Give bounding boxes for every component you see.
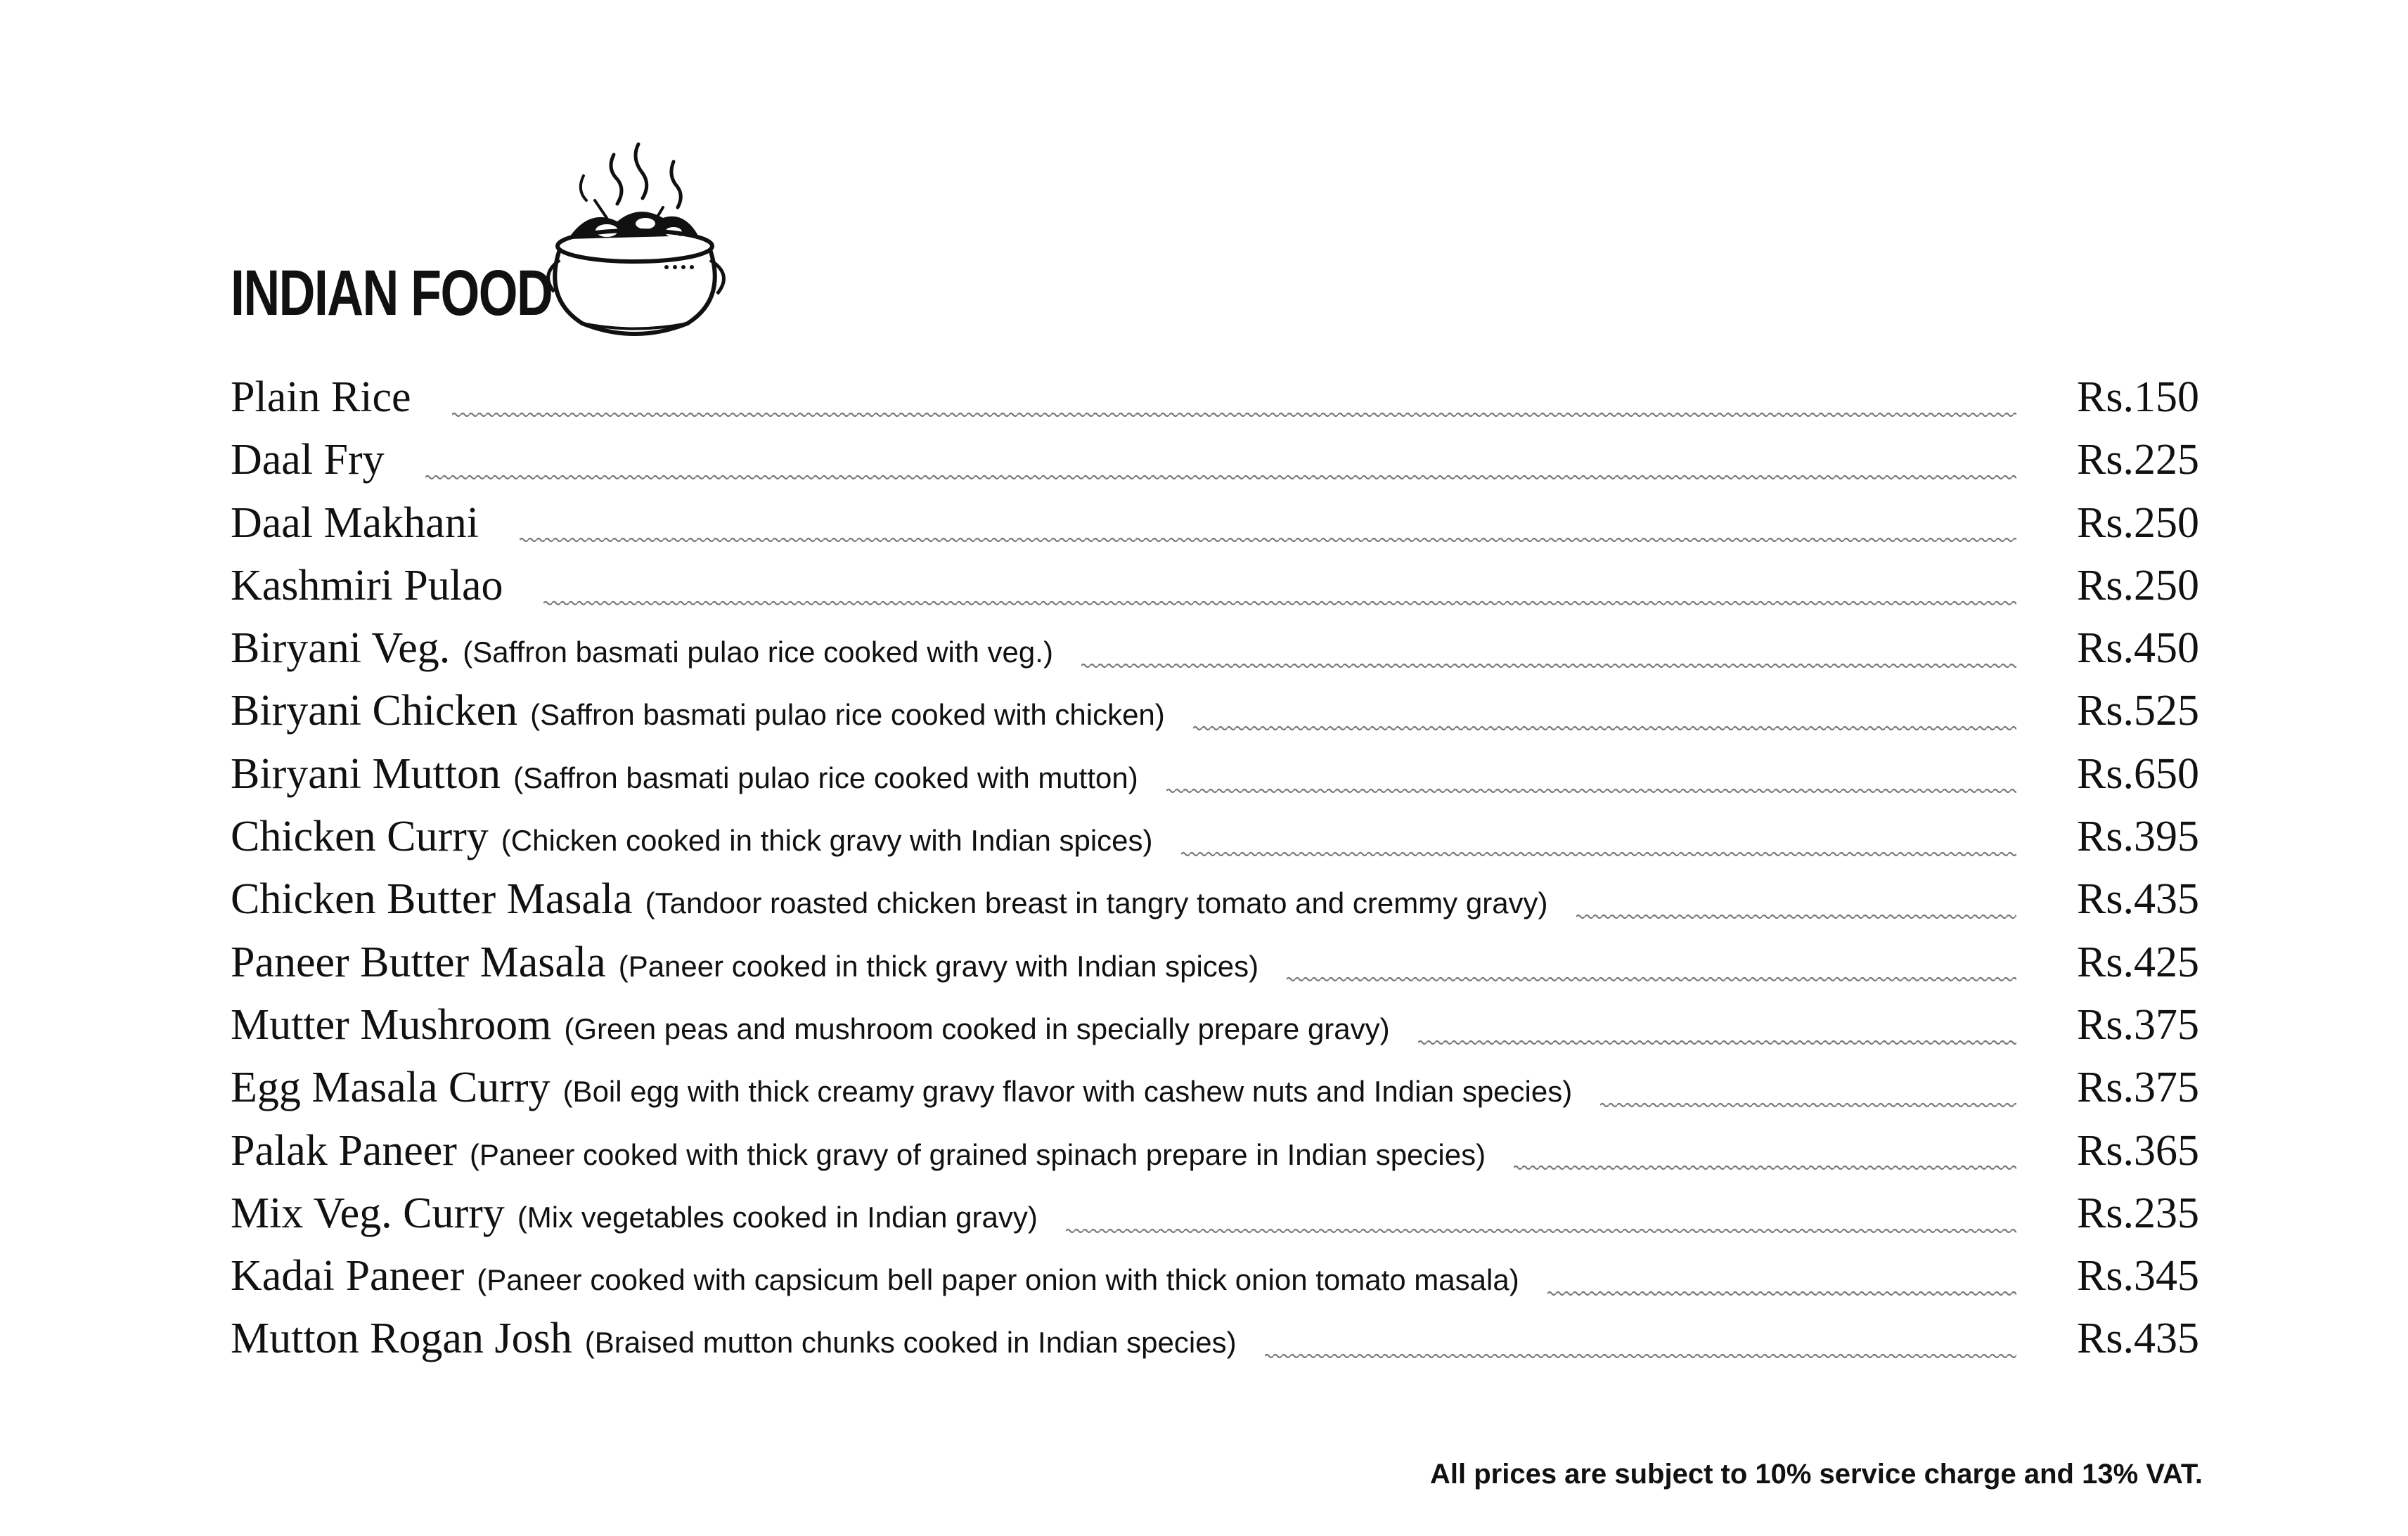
leader-line bbox=[520, 536, 2016, 544]
item-price: Rs.375 bbox=[2077, 1000, 2199, 1049]
item-price: Rs.235 bbox=[2077, 1189, 2199, 1237]
item-price: Rs.345 bbox=[2077, 1252, 2199, 1301]
leader-line bbox=[1514, 1163, 2016, 1172]
item-price: Rs.365 bbox=[2077, 1126, 2199, 1175]
item-description: (Paneer cooked with capsicum bell paper onion with thick onion tomato masala) bbox=[477, 1263, 1519, 1297]
item-description: (Boil egg with thick creamy gravy flavor with cashew nuts and Indian species) bbox=[562, 1075, 1573, 1109]
item-description: (Green peas and mushroom cooked in specially prepare gravy) bbox=[564, 1012, 1390, 1045]
item-price: Rs.425 bbox=[2077, 938, 2199, 986]
item-name: Daal Fry bbox=[231, 436, 385, 484]
item-name: Paneer Butter Masala bbox=[231, 938, 606, 986]
item-price: Rs.250 bbox=[2077, 498, 2199, 547]
menu-item bbox=[231, 435, 2199, 498]
cooking-pot-icon bbox=[540, 134, 737, 337]
leader-line bbox=[1193, 724, 2016, 732]
leader-line bbox=[1600, 1101, 2016, 1109]
menu-item bbox=[231, 561, 2199, 624]
menu-item bbox=[231, 812, 2199, 875]
item-description: (Saffron basmati pulao rice cooked with mutton) bbox=[513, 761, 1138, 794]
leader-line bbox=[1265, 1352, 2016, 1360]
item-description: (Saffron basmati pulao rice cooked with veg.) bbox=[463, 635, 1053, 669]
item-description: (Chicken cooked in thick gravy with Indian spices) bbox=[501, 824, 1153, 858]
leader-line bbox=[452, 411, 2016, 419]
menu-item bbox=[231, 875, 2199, 937]
leader-line bbox=[1181, 850, 2016, 858]
item-name: Daal Makhani bbox=[231, 498, 479, 547]
item-price: Rs.395 bbox=[2077, 813, 2199, 861]
item-price: Rs.375 bbox=[2077, 1064, 2199, 1112]
item-name: Mix Veg. Curry bbox=[231, 1189, 505, 1237]
item-price: Rs.435 bbox=[2077, 1315, 2199, 1363]
item-name: Chicken Curry bbox=[231, 813, 489, 861]
footer-note: All prices are subject to 10% service charge and 13% VAT. bbox=[1429, 1459, 2203, 1490]
item-name: Egg Masala Curry bbox=[231, 1064, 551, 1112]
leader-line bbox=[1066, 1227, 2016, 1235]
menu-items-list bbox=[231, 373, 2199, 1377]
item-name: Biryani Mutton bbox=[231, 749, 501, 798]
item-description: (Tandoor roasted chicken breast in tangry tomato and cremmy gravy) bbox=[645, 886, 1548, 920]
item-name: Biryani Veg. bbox=[231, 624, 451, 673]
item-description: (Paneer cooked in thick gravy with Indian spices) bbox=[618, 949, 1259, 983]
menu-item bbox=[231, 624, 2199, 686]
menu-title: INDIAN FOOD bbox=[231, 257, 553, 329]
menu-item bbox=[231, 938, 2199, 1000]
item-name: Biryani Chicken bbox=[231, 687, 518, 735]
menu-item bbox=[231, 1251, 2199, 1314]
leader-line bbox=[1576, 912, 2016, 921]
item-price: Rs.435 bbox=[2077, 875, 2199, 924]
leader-line bbox=[1418, 1038, 2016, 1047]
item-description: (Saffron basmati pulao rice cooked with chicken) bbox=[530, 698, 1165, 732]
menu-item bbox=[231, 1000, 2199, 1063]
item-price: Rs.450 bbox=[2077, 624, 2199, 673]
menu-item bbox=[231, 373, 2199, 435]
menu-item bbox=[231, 1189, 2199, 1251]
item-price: Rs.650 bbox=[2077, 749, 2199, 798]
menu-item bbox=[231, 498, 2199, 561]
item-price: Rs.250 bbox=[2077, 561, 2199, 609]
item-name: Kadai Paneer bbox=[231, 1252, 465, 1301]
menu-item bbox=[231, 1314, 2199, 1376]
item-name: Chicken Butter Masala bbox=[231, 875, 633, 924]
item-price: Rs.225 bbox=[2077, 436, 2199, 484]
item-name: Mutton Rogan Josh bbox=[231, 1315, 572, 1363]
leader-line bbox=[1287, 975, 2016, 983]
menu-item bbox=[231, 1126, 2199, 1189]
menu-item bbox=[231, 1063, 2199, 1125]
item-description: (Braised mutton chunks cooked in Indian species) bbox=[584, 1326, 1237, 1360]
item-price: Rs.150 bbox=[2077, 373, 2199, 421]
menu-item bbox=[231, 749, 2199, 812]
item-price: Rs.525 bbox=[2077, 687, 2199, 735]
leader-line bbox=[1081, 661, 2016, 670]
item-name: Plain Rice bbox=[231, 373, 411, 421]
leader-line bbox=[1166, 787, 2016, 795]
leader-line bbox=[1547, 1289, 2016, 1298]
leader-line bbox=[543, 599, 2016, 607]
item-name: Kashmiri Pulao bbox=[231, 561, 503, 609]
leader-line bbox=[425, 473, 2016, 482]
menu-header bbox=[231, 134, 793, 344]
item-description: (Paneer cooked with thick gravy of grained spinach prepare in Indian species) bbox=[469, 1137, 1486, 1171]
item-name: Palak Paneer bbox=[231, 1126, 457, 1175]
menu-item bbox=[231, 686, 2199, 749]
item-description: (Mix vegetables cooked in Indian gravy) bbox=[517, 1200, 1038, 1234]
item-name: Mutter Mushroom bbox=[231, 1000, 552, 1049]
